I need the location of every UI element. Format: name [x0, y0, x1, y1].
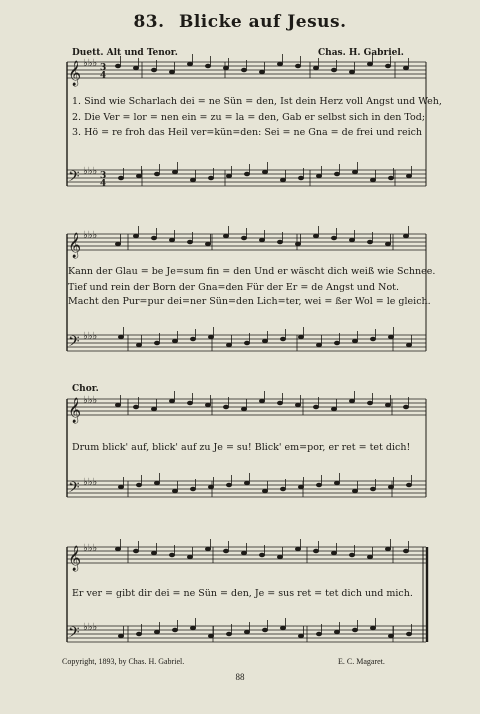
note-head: [136, 483, 141, 487]
verse2-line1: 2. Die Ver = lor = nen ein = zu = la = den, Gab er selbst sich in den Tod;: [72, 112, 426, 123]
note-head: [223, 549, 228, 553]
note-head: [259, 70, 264, 74]
note-head: [334, 630, 339, 634]
note-head: [223, 405, 228, 409]
svg-text:3: 3: [100, 171, 107, 181]
note-head: [118, 335, 123, 339]
note-head: [406, 174, 411, 178]
note-head: [349, 238, 354, 242]
note-head: [226, 174, 231, 178]
note-head: [388, 485, 393, 489]
svg-text:𝄞: 𝄞: [68, 61, 82, 86]
note-head: [154, 481, 159, 485]
note-head: [205, 547, 210, 551]
note-head: [385, 242, 390, 246]
note-head: [280, 178, 285, 182]
voices-label: Duett. Alt und Tenor.: [72, 48, 178, 58]
note-head: [352, 170, 357, 174]
note-head: [370, 487, 375, 491]
note-head: [352, 339, 357, 343]
note-head: [331, 407, 336, 411]
note-head: [172, 339, 177, 343]
note-head: [187, 62, 192, 66]
note-head: [370, 178, 375, 182]
note-head: [367, 62, 372, 66]
note-head: [298, 485, 303, 489]
note-head: [406, 483, 411, 487]
note-head: [190, 487, 195, 491]
note-head: [316, 632, 321, 636]
note-head: [118, 176, 123, 180]
note-head: [331, 551, 336, 555]
note-head: [403, 549, 408, 553]
note-head: [385, 547, 390, 551]
note-head: [277, 401, 282, 405]
chorus-label: Chor.: [72, 384, 99, 394]
note-head: [316, 174, 321, 178]
note-heads: [115, 54, 411, 638]
note-head: [169, 70, 174, 74]
note-head: [313, 549, 318, 553]
note-head: [154, 630, 159, 634]
note-head: [172, 170, 177, 174]
note-head: [208, 335, 213, 339]
note-head: [205, 64, 210, 68]
svg-text:𝄞: 𝄞: [68, 546, 82, 571]
hymn-name: Blicke auf Jesus.: [178, 12, 347, 32]
note-head: [295, 242, 300, 246]
hymn-number: 83.: [133, 12, 165, 32]
note-head: [259, 238, 264, 242]
note-head: [367, 555, 372, 559]
note-head: [331, 68, 336, 72]
note-head: [136, 174, 141, 178]
note-head: [352, 489, 357, 493]
note-head: [388, 634, 393, 638]
note-head: [352, 628, 357, 632]
note-head: [241, 551, 246, 555]
note-head: [115, 403, 120, 407]
svg-text:4: 4: [100, 71, 107, 81]
note-head: [262, 489, 267, 493]
note-head: [133, 66, 138, 70]
note-head: [298, 634, 303, 638]
verse3-line2: Macht den Pur=pur dei=ner Sün=den Lich=ter, wei = ßer Wol = le gleich.: [68, 296, 431, 307]
lyricist-credit: E. C. Magaret.: [338, 657, 385, 666]
note-head: [205, 242, 210, 246]
note-head: [169, 399, 174, 403]
note-head: [403, 405, 408, 409]
note-head: [280, 626, 285, 630]
note-head: [334, 172, 339, 176]
note-head: [151, 68, 156, 72]
svg-text:3: 3: [100, 63, 107, 73]
note-head: [277, 555, 282, 559]
note-head: [259, 399, 264, 403]
note-head: [244, 481, 249, 485]
svg-text:♭♭♭: ♭♭♭: [83, 477, 98, 488]
note-head: [298, 335, 303, 339]
note-head: [115, 242, 120, 246]
note-head: [241, 236, 246, 240]
note-head: [349, 399, 354, 403]
composer-credit: Chas. H. Gabriel.: [318, 48, 404, 58]
note-head: [280, 337, 285, 341]
note-head: [187, 240, 192, 244]
note-head: [208, 176, 213, 180]
note-head: [295, 64, 300, 68]
page-number: 88: [235, 672, 245, 682]
note-head: [313, 234, 318, 238]
svg-text:♭♭♭: ♭♭♭: [83, 395, 98, 406]
note-head: [136, 632, 141, 636]
chorus-line2: Er ver = gibt dir dei = ne Sün = den, Je = sus ret = tet dich und mich.: [72, 588, 413, 599]
note-head: [133, 234, 138, 238]
note-head: [349, 553, 354, 557]
note-head: [226, 483, 231, 487]
note-head: [172, 628, 177, 632]
svg-text:𝄞: 𝄞: [68, 233, 82, 258]
note-head: [244, 630, 249, 634]
note-head: [190, 337, 195, 341]
note-head: [313, 66, 318, 70]
note-head: [403, 234, 408, 238]
svg-text:♭♭♭: ♭♭♭: [83, 331, 98, 342]
note-head: [298, 176, 303, 180]
note-head: [406, 343, 411, 347]
note-head: [226, 343, 231, 347]
note-head: [295, 403, 300, 407]
note-head: [190, 178, 195, 182]
note-head: [367, 401, 372, 405]
note-head: [388, 176, 393, 180]
note-head: [349, 70, 354, 74]
verse1-line1: 1. Sind wie Scharlach dei = ne Sün = den, Ist dein Herz voll Angst und Weh,: [72, 96, 442, 107]
svg-text:♭♭♭: ♭♭♭: [83, 543, 98, 554]
note-head: [133, 405, 138, 409]
copyright-notice: Copyright, 1893, by Chas. H. Gabriel.: [62, 657, 185, 666]
note-head: [187, 401, 192, 405]
note-head: [154, 172, 159, 176]
note-head: [367, 240, 372, 244]
note-head: [262, 170, 267, 174]
verse2-line2: Tief und rein der Born der Gna=den Für der Er = de Angst und Not.: [68, 282, 400, 293]
note-head: [280, 487, 285, 491]
note-head: [172, 489, 177, 493]
note-head: [151, 236, 156, 240]
note-head: [313, 405, 318, 409]
note-head: [370, 337, 375, 341]
note-head: [244, 341, 249, 345]
note-head: [244, 172, 249, 176]
note-head: [190, 626, 195, 630]
svg-text:♭♭♭: ♭♭♭: [83, 166, 98, 177]
svg-text:𝄢: 𝄢: [68, 624, 80, 645]
note-head: [136, 343, 141, 347]
note-head: [133, 549, 138, 553]
note-head: [262, 628, 267, 632]
note-head: [316, 483, 321, 487]
note-head: [205, 403, 210, 407]
note-head: [118, 634, 123, 638]
note-head: [169, 553, 174, 557]
note-head: [388, 335, 393, 339]
note-head: [151, 407, 156, 411]
svg-text:♭♭♭: ♭♭♭: [83, 58, 98, 69]
verse1-line2: Kann der Glau = be Je=sum fin = den Und er wäscht dich weiß wie Schnee.: [68, 266, 436, 277]
note-head: [169, 238, 174, 242]
verse3-line1: 3. Hö = re froh das Heil ver=kün=den: Sei = ne Gna = de frei und reich: [72, 127, 423, 138]
note-head: [334, 481, 339, 485]
note-head: [187, 555, 192, 559]
note-head: [115, 64, 120, 68]
note-head: [118, 485, 123, 489]
note-head: [259, 553, 264, 557]
note-head: [403, 66, 408, 70]
note-head: [226, 632, 231, 636]
note-head: [334, 341, 339, 345]
note-head: [295, 547, 300, 551]
note-head: [370, 626, 375, 630]
note-head: [385, 403, 390, 407]
svg-text:4: 4: [100, 179, 107, 189]
note-head: [154, 341, 159, 345]
svg-text:♭♭♭: ♭♭♭: [83, 622, 98, 633]
note-head: [316, 343, 321, 347]
note-head: [277, 62, 282, 66]
svg-text:𝄢: 𝄢: [68, 333, 80, 354]
note-head: [223, 234, 228, 238]
chorus-line1: Drum blick' auf, blick' auf zu Je = su! Blick' em=por, er ret = tet dich!: [72, 442, 411, 453]
svg-text:𝄢: 𝄢: [68, 168, 80, 189]
note-head: [241, 68, 246, 72]
note-head: [208, 485, 213, 489]
note-head: [223, 66, 228, 70]
note-head: [277, 240, 282, 244]
note-head: [241, 407, 246, 411]
svg-text:𝄞: 𝄞: [68, 398, 82, 423]
note-head: [208, 634, 213, 638]
svg-text:♭♭♭: ♭♭♭: [83, 230, 98, 241]
note-head: [115, 547, 120, 551]
note-head: [262, 339, 267, 343]
note-head: [406, 632, 411, 636]
note-head: [151, 551, 156, 555]
note-head: [385, 64, 390, 68]
note-head: [331, 236, 336, 240]
svg-text:𝄢: 𝄢: [68, 479, 80, 500]
